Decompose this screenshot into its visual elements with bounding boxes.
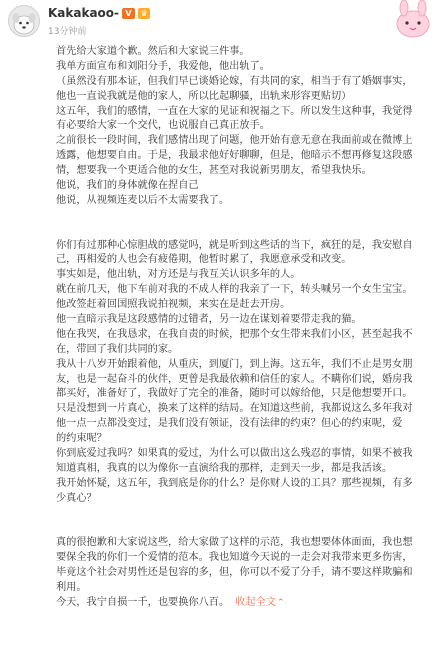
post-line: 真的很抱歉和大家说这些，给大家做了这样的示范，我也想要体体面面，我也想 xyxy=(56,537,413,549)
dog-avatar-icon xyxy=(9,6,39,36)
post-header xyxy=(0,0,440,44)
post-line: （虽然没有那本证，但我们早已谈婚论嫁，有共同的家，相当于有了婚姻事实， xyxy=(56,75,413,87)
username[interactable]: Kakakaoo- xyxy=(48,6,120,20)
post-line: 都买好，准备好了，我做好了完全的准备，随时可以嫁给他，只是他想要开口。 xyxy=(56,388,413,400)
post-line: 毕竟这个社会对男性还是包容的多，但，你可以不爱了分手，请不要这样欺骗和 xyxy=(56,567,413,579)
post-line: 有必要给大家一个交代，也说服自己真正放手。 xyxy=(56,120,270,132)
post-line: 他说，从视频连麦以后不太需要我了。 xyxy=(56,194,230,206)
post-timestamp: 13分钟前 xyxy=(48,27,87,37)
post-line: 他说，我们的身体就像在捏自己 xyxy=(56,180,199,192)
post-line: 事实如是，他出轨，对方还是与我互关认识多年的人。 xyxy=(56,269,301,281)
post-line: 己，再相爱的人也会有疲倦期，他暂时累了，我愿意承受和改变。 xyxy=(56,254,352,266)
post-line: 情，想要我一个更适合他的女生，甚至对我说新男朋友，希望我快乐。 xyxy=(56,165,372,177)
post-line: 他一直暗示我是这段感情的过错者，另一边在谋划着要带走我的猫。 xyxy=(56,314,362,326)
post-line: 少真心？ xyxy=(56,492,97,504)
post-line: 的约束呢？ xyxy=(56,433,107,445)
post-line-text: 今天，我宁自损一千，也要换你八百。 xyxy=(56,596,230,608)
post-line: 他改签赶着回国照我说拍视频，来实在是赶去开房。 xyxy=(56,299,291,311)
paragraph-gap xyxy=(56,224,432,239)
post-line: 他在我哭，在我恳求，在我自责的时候，把那个女生带来我们小区，甚至起我不 xyxy=(56,328,413,340)
post-line: 之前很长一段时间，我们感情出现了问题，他开始有意无意在我面前或在微博上 xyxy=(56,135,413,147)
paragraph-gap xyxy=(56,209,432,224)
post-line: 透露，他想要自由。于是，我最求他好好聊聊，但是，他暗示不想再修复这段感 xyxy=(56,150,413,162)
post-line: 知道真相，我真的以为像你一直演给我的那样，走到天一步，都是我活该。 xyxy=(56,462,393,474)
post-line: 在，带回了我们共同的家。 xyxy=(56,343,179,355)
post-line: 我单方面宣布和刘阳分手，我爱他，他出轨了。 xyxy=(56,60,270,72)
post-line: 他一点一点都没变过，是我们没有领证，没有法律的约束？但心的约束呢，爱 xyxy=(56,418,403,430)
post-line: 友，也是一起奋斗的伙伴，更曾是我最依赖和信任的家人。不瞒你们说，婚房我 xyxy=(56,373,413,385)
collapse-full-text-link[interactable]: 收起全文 xyxy=(235,596,276,608)
post-last-line xyxy=(56,596,432,611)
post-line: 你们有过那种心惊胆战的感觉吗，就是听到这些话的当下，疯狂的是，我安慰自 xyxy=(56,239,413,251)
post-line: 只是没想到一片真心，换来了这样的结局。在知道这些前，我都说这么多年我对 xyxy=(56,403,413,415)
post-line: 我开始怀疑，这五年，我到底是你的什么？是你财人设的工具？那些视频，有多 xyxy=(56,477,413,489)
paragraph-gap xyxy=(56,522,432,537)
post-line: 首先给大家道个歉。然后和大家说三件事。 xyxy=(56,46,250,57)
user-avatar[interactable] xyxy=(8,5,40,37)
post-line: 我从十八岁开始跟着他，从重庆，到厦门，到上海。这五年，我们不止是男女朋 xyxy=(56,358,413,370)
pink-bunny-decoration-icon xyxy=(390,0,436,40)
post-body xyxy=(56,45,432,611)
verified-badge-icon: V xyxy=(122,8,135,19)
paragraph-gap xyxy=(56,507,432,522)
post-line: 这五年，我们的感情，一直在大家的见证和祝福之下。所以发生这种事，我觉得 xyxy=(56,105,413,117)
member-crown-icon: ♛ xyxy=(138,8,150,19)
collapse-arrow-icon[interactable]: ⌃ xyxy=(276,597,285,608)
post-line: 就在前几天，他下车前对我的不成人样的我亲了一下，转头喊另一个女生宝宝。 xyxy=(56,284,413,296)
post-line: 你到底爱过我吗？如果真的爱过，为什么可以做出这么残忍的事情，如果不被我 xyxy=(56,448,413,460)
post-line: 利用。 xyxy=(56,582,87,594)
post-line: 他也一直说我就是他的家人，所以比起聊骚，出轨来形容更贴切） xyxy=(56,90,352,102)
post-line: 要保全我的你们一个爱情的范本。我也知道今天说的一走会对我带来更多伤害， xyxy=(56,552,413,564)
